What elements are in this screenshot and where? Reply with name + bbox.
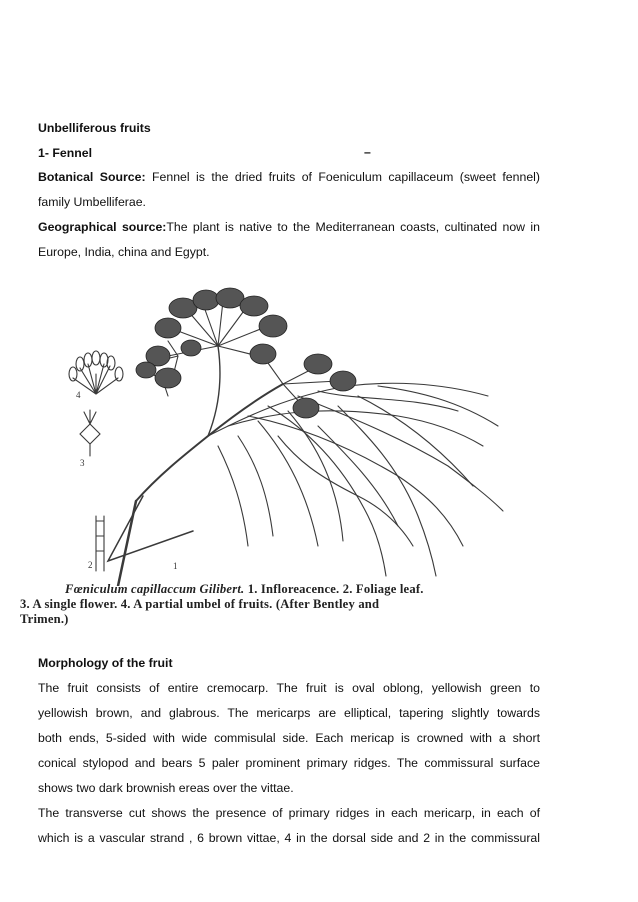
label-4: 4 [76, 390, 81, 400]
morphology-line: which is a vascular strand , 6 brown vittae, 4 in the dorsal side and 2 in the commissural [38, 831, 540, 845]
morphology-line: yellowish brown, and glabrous. The mericarps are elliptical, tapering slightly towards [38, 706, 540, 720]
label-1: 1 [173, 561, 178, 571]
morphology-line: both ends, 5-sided with wide commisulal side. Each mericap is crowned with a short [38, 731, 540, 745]
morphology-line: conical stylopod and bears 5 paler prominent primary ridges. The commissural surface [38, 756, 540, 770]
item-fennel-row [38, 145, 540, 161]
label-2: 2 [88, 560, 93, 570]
label-3: 3 [80, 458, 85, 468]
geographical-line-2: Europe, India, china and Egypt. [38, 245, 210, 259]
fennel-illustration [18, 286, 523, 631]
morphology-line: The fruit consists of entire cremocarp. The fruit is oval oblong, yellowish green to [38, 681, 540, 695]
fennel-drawing [18, 286, 523, 586]
item-dash: – [364, 145, 371, 159]
botanical-label: Botanical Source: [38, 170, 146, 184]
item-fennel-label: 1- Fennel [38, 146, 92, 160]
geographical-line-1 [38, 219, 540, 235]
botanical-line-2: family Umbelliferae. [38, 195, 146, 209]
geographical-text-1: The plant is native to the Mediterranean coasts, cultinated now in [166, 220, 540, 234]
botanical-line-1 [38, 169, 540, 185]
main-stem [136, 384, 283, 501]
morphology-line: The transverse cut shows the presence of primary ridges in each mericarp, in each of [38, 806, 540, 820]
figure-caption [20, 582, 525, 627]
section-heading: Unbelliferous fruits [38, 121, 151, 135]
caption-species: Fœniculum capillaccum Gilibert. [65, 582, 245, 596]
caption-line-3: Trimen.) [20, 612, 69, 626]
geographical-label: Geographical source: [38, 220, 167, 234]
caption-line-1 [20, 582, 525, 597]
caption-line-2: 3. A single flower. 4. A partial umbel of fruits. (After Bentley and [20, 597, 380, 611]
morphology-heading: Morphology of the fruit [38, 656, 173, 670]
morphology-line: shows two dark brownish ereas over the vittae. [38, 781, 294, 795]
caption-parts-1: 1. Infloreacence. 2. Foliage leaf. [247, 582, 424, 596]
botanical-text-1: Fennel is the dried fruits of Foeniculum capillaceum (sweet fennel) [152, 170, 540, 184]
